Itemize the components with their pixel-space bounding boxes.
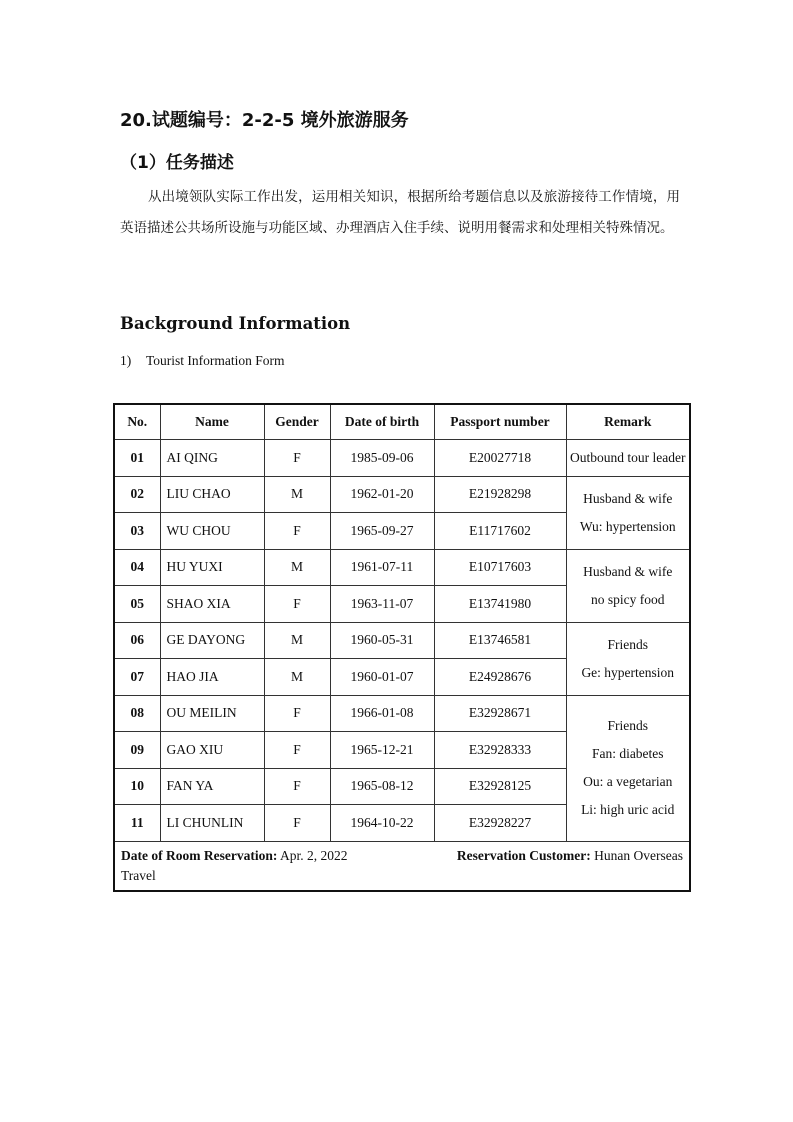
cell-no: 03 — [114, 513, 160, 550]
remark-line: Friends — [607, 636, 648, 652]
cell-name: HAO JIA — [160, 659, 264, 696]
remark-line: Wu: hypertension — [579, 518, 676, 534]
cell-remark — [566, 549, 690, 622]
cell-dob: 1961-07-11 — [330, 549, 434, 586]
table-footer-row — [114, 841, 690, 891]
cell-dob: 1965-09-27 — [330, 513, 434, 550]
cell-passport: E32928227 — [434, 805, 566, 842]
reservation-customer-label: Reservation Customer: — [456, 847, 591, 863]
cell-no: 07 — [114, 659, 160, 696]
cell-gender: F — [264, 732, 330, 769]
room-reservation-date-label: Date of Room Reservation: — [121, 847, 278, 863]
table-row — [114, 622, 690, 659]
cell-name: LI CHUNLIN — [160, 805, 264, 842]
task-description-text: 从出境领队实际工作出发，运用相关知识，根据所给考题信息以及旅游接待工作情境，用英语描述公共场所设施与功能区域、办理酒店入住手续、说明用餐需求和处理相关特殊情况。 — [120, 189, 680, 236]
room-reservation-date — [121, 848, 347, 863]
cell-no: 10 — [114, 768, 160, 805]
room-reservation-date-value: Apr. 2, 2022 — [279, 847, 348, 863]
cell-no: 06 — [114, 622, 160, 659]
cell-no: 11 — [114, 805, 160, 842]
cell-gender: F — [264, 805, 330, 842]
cell-name: FAN YA — [160, 768, 264, 805]
header-name: Name — [160, 404, 264, 440]
cell-gender: F — [264, 768, 330, 805]
table-row — [114, 476, 690, 513]
header-remark: Remark — [566, 404, 690, 440]
cell-passport: E13746581 — [434, 622, 566, 659]
cell-name: AI QING — [160, 440, 264, 477]
cell-passport: E20027718 — [434, 440, 566, 477]
cell-gender: F — [264, 513, 330, 550]
cell-dob: 1960-05-31 — [330, 622, 434, 659]
cell-remark — [566, 695, 690, 841]
cell-gender: M — [264, 549, 330, 586]
cell-dob: 1985-09-06 — [330, 440, 434, 477]
cell-name: WU CHOU — [160, 513, 264, 550]
cell-name: GE DAYONG — [160, 622, 264, 659]
cell-passport: E24928676 — [434, 659, 566, 696]
reservation-customer-value-continued: Travel — [121, 867, 156, 883]
tourist-information-table — [113, 403, 691, 892]
task-title: 20.试题编号：2-2-5 境外旅游服务 — [120, 110, 409, 131]
cell-remark — [566, 440, 690, 477]
cell-dob: 1964-10-22 — [330, 805, 434, 842]
remark-line: Husband & wife — [583, 490, 673, 506]
cell-dob: 1960-01-07 — [330, 659, 434, 696]
cell-name: GAO XIU — [160, 732, 264, 769]
cell-no: 09 — [114, 732, 160, 769]
cell-passport: E10717603 — [434, 549, 566, 586]
cell-passport: E13741980 — [434, 586, 566, 623]
remark-line: Ge: hypertension — [581, 664, 675, 680]
cell-dob: 1965-12-21 — [330, 732, 434, 769]
header-passport-number: Passport number — [434, 404, 566, 440]
cell-name: OU MEILIN — [160, 695, 264, 732]
table-row — [114, 695, 690, 732]
remark-line: Ou: a vegetarian — [583, 774, 673, 789]
cell-gender: M — [264, 476, 330, 513]
header-date-of-birth: Date of birth — [330, 404, 434, 440]
reservation-customer-value: Hunan Overseas — [594, 847, 683, 863]
cell-passport: E21928298 — [434, 476, 566, 513]
cell-gender: F — [264, 586, 330, 623]
cell-dob: 1962-01-20 — [330, 476, 434, 513]
cell-dob: 1963-11-07 — [330, 586, 434, 623]
table-row — [114, 549, 690, 586]
cell-remark — [566, 622, 690, 695]
cell-gender: F — [264, 440, 330, 477]
table-header-row — [114, 404, 690, 440]
cell-dob: 1966-01-08 — [330, 695, 434, 732]
form-caption — [120, 353, 285, 369]
reservation-info-cell — [114, 841, 690, 891]
cell-passport: E32928125 — [434, 768, 566, 805]
remark-line: Outbound tour leader — [570, 449, 686, 465]
cell-passport: E11717602 — [434, 513, 566, 550]
cell-name: HU YUXI — [160, 549, 264, 586]
table-row — [114, 440, 690, 477]
cell-no: 05 — [114, 586, 160, 623]
remark-line: Li: high uric acid — [581, 802, 675, 817]
task-description-heading: （1）任务描述 — [120, 153, 234, 173]
cell-no: 04 — [114, 549, 160, 586]
reservation-customer — [457, 846, 683, 866]
cell-passport: E32928671 — [434, 695, 566, 732]
cell-no: 08 — [114, 695, 160, 732]
cell-gender: M — [264, 659, 330, 696]
form-caption-title: Tourist Information Form — [146, 353, 285, 368]
cell-gender: F — [264, 695, 330, 732]
remark-line: Husband & wife — [583, 563, 673, 579]
cell-no: 01 — [114, 440, 160, 477]
cell-no: 02 — [114, 476, 160, 513]
cell-gender: M — [264, 622, 330, 659]
remark-line: Fan: diabetes — [591, 746, 664, 761]
remark-line: no spicy food — [591, 591, 665, 607]
cell-passport: E32928333 — [434, 732, 566, 769]
cell-name: SHAO XIA — [160, 586, 264, 623]
form-caption-number: 1) — [120, 353, 132, 368]
header-gender: Gender — [264, 404, 330, 440]
cell-remark — [566, 476, 690, 549]
cell-name: LIU CHAO — [160, 476, 264, 513]
remark-line: Friends — [607, 718, 648, 733]
header-no: No. — [114, 404, 160, 440]
background-information-heading: Background Information — [120, 314, 351, 333]
cell-dob: 1965-08-12 — [330, 768, 434, 805]
